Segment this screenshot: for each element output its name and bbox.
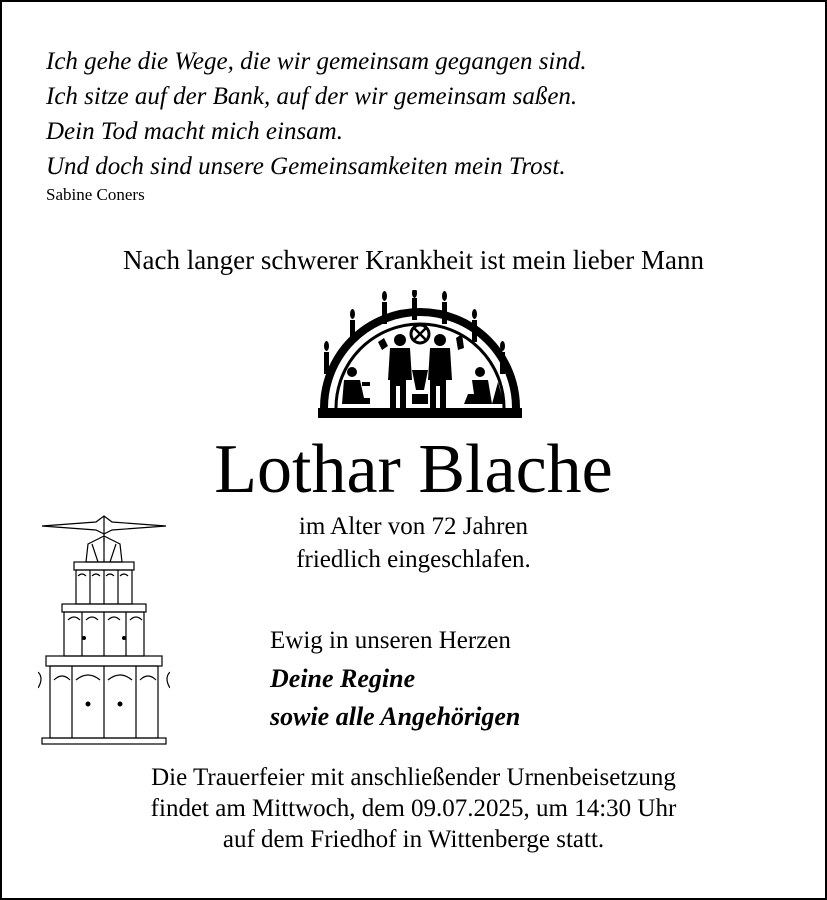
poem-line: Ich sitze auf der Bank, auf der wir gemeinsam saßen. bbox=[46, 83, 578, 110]
funeral-line-1: Die Trauerfeier mit anschließender Urnenbeisetzung bbox=[151, 764, 676, 791]
signature-relatives: sowie alle Angehörigen bbox=[270, 702, 521, 731]
poem-line: Dein Tod macht mich einsam. bbox=[46, 118, 343, 145]
funeral-info bbox=[2, 762, 825, 855]
age-line: im Alter von 72 Jahren bbox=[298, 513, 529, 540]
poem bbox=[46, 44, 587, 184]
funeral-line-2: findet am Mittwoch, dem 09.07.2025, um 14:30 Uhr bbox=[150, 795, 677, 822]
poem-author: Sabine Coners bbox=[46, 185, 145, 204]
schwibbogen-candle-arch-icon bbox=[318, 290, 522, 418]
signature-spouse: Deine Regine bbox=[270, 664, 416, 693]
mourners-block bbox=[270, 622, 520, 736]
deceased-name: Lothar Blache bbox=[214, 431, 613, 508]
poem-line: Und doch sind unsere Gemeinsamkeiten mein Trost. bbox=[46, 153, 566, 180]
funeral-line-3: auf dem Friedhof in Wittenberge statt. bbox=[222, 826, 605, 853]
christmas-pyramid-icon bbox=[38, 514, 170, 746]
intro-text: Nach langer schwerer Krankheit ist mein lieber Mann bbox=[122, 245, 705, 275]
passing-line: friedlich eingeschlafen. bbox=[296, 546, 531, 573]
eternal-line: Ewig in unseren Herzen bbox=[270, 627, 511, 654]
poem-line: Ich gehe die Wege, die wir gemeinsam gegangen sind. bbox=[46, 48, 587, 75]
